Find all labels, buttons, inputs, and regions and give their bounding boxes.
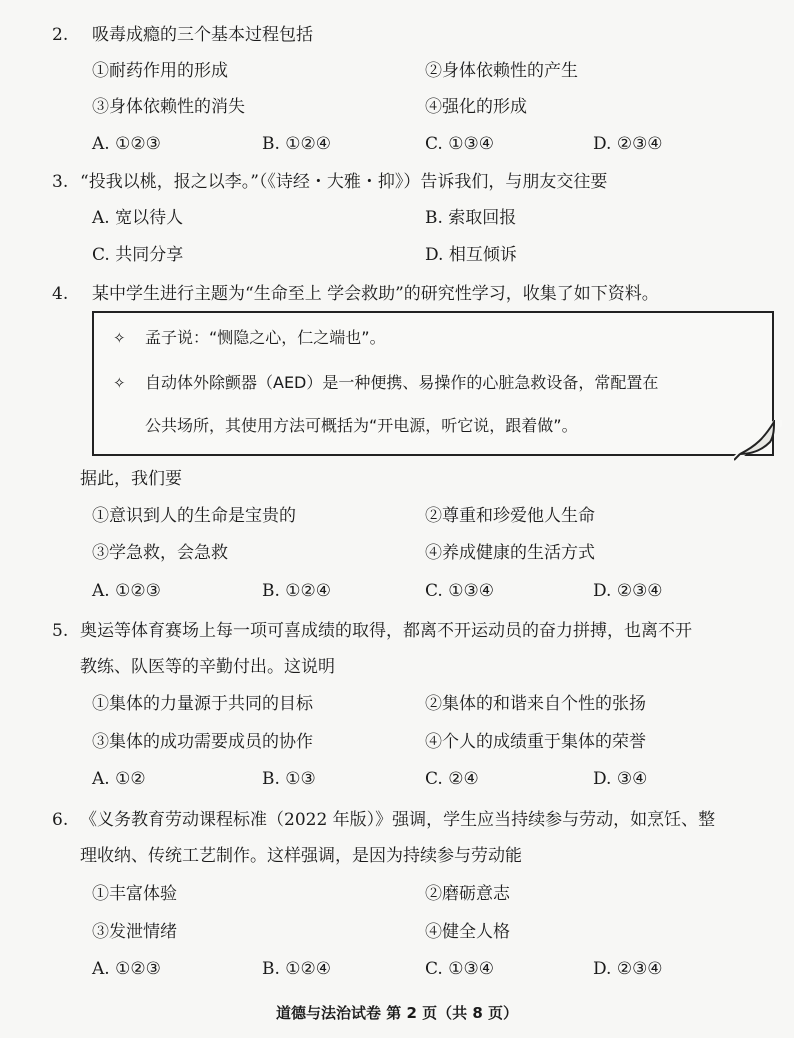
material-line-2: 自动体外除颤器（AED）是一种便携、易操作的心脏急救设备，常配置在 xyxy=(145,373,659,392)
question-4-choice-c[interactable]: C. ①③④ xyxy=(425,581,494,601)
question-6-item-1: ①丰富体验 xyxy=(92,884,177,904)
bullet-icon: ✧ xyxy=(113,329,126,347)
question-3-choice-a[interactable]: A. 宽以待人 xyxy=(92,208,184,228)
question-3-number: 3. xyxy=(52,172,69,192)
question-3-choice-b[interactable]: B. 索取回报 xyxy=(425,208,517,228)
question-6-choice-a[interactable]: A. ①②③ xyxy=(92,959,161,979)
question-6-stem-line-1: 《义务教育劳动课程标准（2022 年版）》强调，学生应当持续参与劳动，如烹饪、整 xyxy=(80,810,716,830)
question-3-choice-d[interactable]: D. 相互倾诉 xyxy=(425,245,517,265)
question-2-item-1: ①耐药作用的形成 xyxy=(92,61,228,81)
question-6-number: 6. xyxy=(52,810,69,830)
page-footer: 道德与法治试卷 第 2 页（共 8 页） xyxy=(276,1004,518,1022)
question-4-item-2: ②尊重和珍爱他人生命 xyxy=(425,506,595,526)
question-2-stem: 吸毒成瘾的三个基本过程包括 xyxy=(92,25,313,45)
question-5-item-3: ③集体的成功需要成员的协作 xyxy=(92,732,313,752)
material-line-3: 公共场所，其使用方法可概括为“开电源，听它说，跟着做”。 xyxy=(145,416,578,435)
question-3-choice-c[interactable]: C. 共同分享 xyxy=(92,245,184,265)
question-5-choice-b[interactable]: B. ①③ xyxy=(262,769,316,789)
material-line-1: 孟子说：“恻隐之心，仁之端也”。 xyxy=(145,328,386,347)
question-4-item-1: ①意识到人的生命是宝贵的 xyxy=(92,506,296,526)
question-2-choice-a[interactable]: A. ①②③ xyxy=(92,134,161,154)
question-2-choice-b[interactable]: B. ①②④ xyxy=(262,134,332,154)
question-6-item-2: ②磨砺意志 xyxy=(425,884,510,904)
question-5-item-1: ①集体的力量源于共同的目标 xyxy=(92,694,313,714)
question-4-item-3: ③学急救，会急救 xyxy=(92,543,228,563)
question-4-item-4: ④养成健康的生活方式 xyxy=(425,543,595,563)
question-2-number: 2. xyxy=(52,25,69,45)
question-4-choice-a[interactable]: A. ①②③ xyxy=(92,581,161,601)
question-6-choice-b[interactable]: B. ①②④ xyxy=(262,959,332,979)
question-6-choice-c[interactable]: C. ①③④ xyxy=(425,959,494,979)
question-5-stem-line-2: 教练、队医等的辛勤付出。这说明 xyxy=(80,657,335,677)
question-4-number: 4. xyxy=(52,284,69,304)
bullet-icon: ✧ xyxy=(113,374,126,392)
question-6-stem-line-2: 理收纳、传统工艺制作。这样强调，是因为持续参与劳动能 xyxy=(80,846,522,866)
question-2-choice-d[interactable]: D. ②③④ xyxy=(593,134,663,154)
question-2-item-4: ④强化的形成 xyxy=(425,97,527,117)
question-5-choice-c[interactable]: C. ②④ xyxy=(425,769,479,789)
question-5-stem-line-1: 奥运等体育赛场上每一项可喜成绩的取得，都离不开运动员的奋力拼搏，也离不开 xyxy=(80,621,692,641)
question-3-stem: “投我以桃，报之以李。”（《诗经・大雅・抑》）告诉我们，与朋友交往要 xyxy=(80,172,608,192)
question-2-item-3: ③身体依赖性的消失 xyxy=(92,97,245,117)
question-5-number: 5. xyxy=(52,621,69,641)
question-5-choice-a[interactable]: A. ①② xyxy=(92,769,146,789)
question-5-choice-d[interactable]: D. ③④ xyxy=(593,769,648,789)
question-4-stem: 某中学生进行主题为“生命至上 学会救助”的研究性学习，收集了如下资料。 xyxy=(92,284,659,304)
question-5-item-4: ④个人的成绩重于集体的荣誉 xyxy=(425,732,646,752)
question-4-choice-b[interactable]: B. ①②④ xyxy=(262,581,332,601)
question-4-lead: 据此，我们要 xyxy=(80,469,182,489)
question-6-item-4: ④健全人格 xyxy=(425,922,510,942)
question-6-item-3: ③发泄情绪 xyxy=(92,922,177,942)
question-4-choice-d[interactable]: D. ②③④ xyxy=(593,581,663,601)
page-curl-icon xyxy=(734,420,782,464)
question-2-choice-c[interactable]: C. ①③④ xyxy=(425,134,494,154)
question-2-item-2: ②身体依赖性的产生 xyxy=(425,61,578,81)
question-5-item-2: ②集体的和谐来自个性的张扬 xyxy=(425,694,646,714)
question-6-choice-d[interactable]: D. ②③④ xyxy=(593,959,663,979)
